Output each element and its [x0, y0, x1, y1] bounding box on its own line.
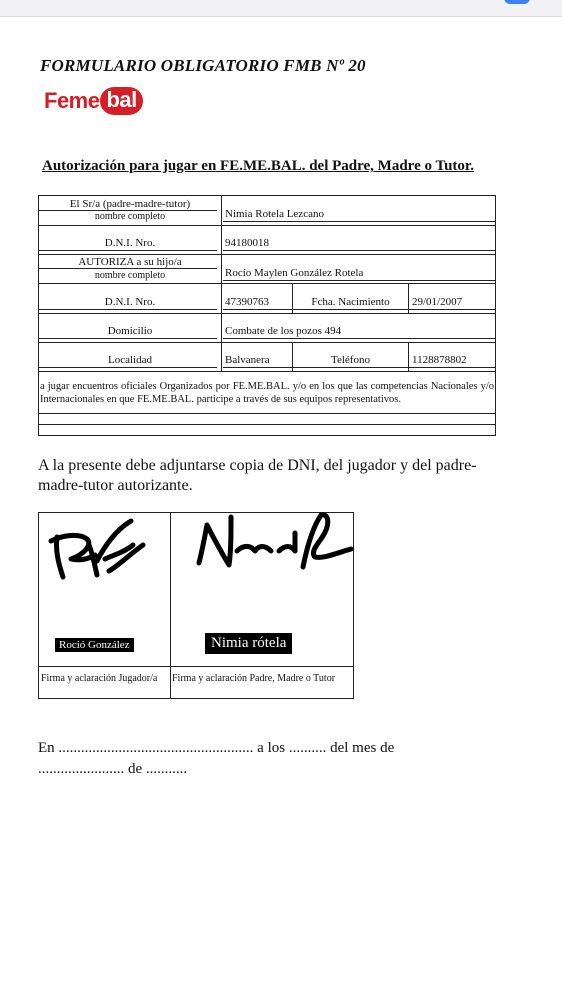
phone-value: 1128878802 [412, 354, 467, 366]
label-underline [39, 309, 217, 310]
birth-date-value: 29/01/2007 [412, 296, 463, 308]
parent-sublabel: nombre completo [94, 211, 166, 222]
row-divider [39, 283, 495, 284]
date-place-line [38, 738, 508, 780]
address-value: Combate de los pozos 494 [225, 325, 342, 337]
address-label: Domicilio [107, 325, 153, 337]
value-underline [223, 280, 495, 281]
child-sublabel: nombre completo [94, 270, 166, 281]
city-label: Localidad [108, 354, 152, 366]
row-divider [39, 225, 495, 226]
column-divider [221, 196, 222, 371]
city-value: Balvanera [225, 354, 270, 366]
row-divider [39, 313, 495, 314]
value-underline [223, 221, 495, 222]
child-dni-value: 47390763 [225, 296, 269, 308]
document-title: FORMULARIO OBLIGATORIO FMB Nº 20 [40, 56, 366, 75]
attachment-note: A la presente debe adjuntarse copia de DNI, del jugador y del padre-madre-tutor autorizante. [38, 457, 477, 494]
parent-name-label: Nimia rótela [205, 633, 292, 654]
authorization-paragraph: a jugar encuentros oficiales Organizados por FE.ME.BAL. y/o en los que las competencias Nacionales y/o Internacionales en que FE.ME.BAL. participe a través de sus equipos representativos. [40, 381, 494, 405]
logo-text-right: bal [100, 87, 142, 115]
label-underline [39, 367, 217, 368]
value-underline [223, 367, 495, 368]
birth-date-label: Fcha. Nacimiento [311, 296, 390, 308]
child-dni-label: D.N.I. Nro. [104, 296, 156, 308]
child-name-value: Rocío Maylen González Rotela [225, 267, 364, 279]
child-label: AUTORIZA a su hijo/a [78, 256, 182, 268]
row-divider [39, 666, 353, 667]
form-subtitle: Autorización para jugar en FE.ME.BAL. del Padre, Madre o Tutor. [42, 158, 474, 174]
parent-dni-label: D.N.I. Nro. [104, 237, 156, 249]
column-divider [170, 513, 171, 698]
value-underline [223, 338, 495, 339]
signature-table [38, 512, 354, 699]
label-underline [39, 338, 217, 339]
player-signature-caption: Firma y aclaración Jugador/a [41, 673, 158, 684]
parent-label: El Sr/a (padre-madre-tutor) [69, 198, 191, 210]
label-underline [39, 268, 217, 269]
logo-text-left: Feme [44, 88, 100, 113]
phone-label: Teléfono [331, 354, 370, 366]
toolbar-button[interactable] [504, 0, 530, 4]
value-underline [223, 250, 495, 251]
row-divider [39, 371, 495, 372]
parent-signature [195, 507, 357, 587]
row-divider [39, 424, 495, 425]
femebal-logo [44, 86, 143, 116]
value-underline [223, 309, 495, 310]
date-line-2: ....................... de ........... [38, 761, 188, 777]
browser-top-bar [0, 0, 562, 17]
player-signature [45, 515, 149, 589]
paragraph-underline [39, 413, 495, 414]
authorization-form-table [38, 195, 496, 436]
parent-dni-value: 94180018 [225, 237, 269, 249]
row-divider [39, 342, 495, 343]
date-line-1: En .................................................... a los .......... del mes de [38, 740, 395, 756]
row-divider [39, 254, 495, 255]
parent-name-value: Nimia Rotela Lezcano [225, 208, 324, 220]
parent-signature-caption: Firma y aclaración Padre, Madre o Tutor [172, 673, 336, 684]
label-underline [39, 250, 217, 251]
player-name-label: Roció González [55, 638, 134, 652]
